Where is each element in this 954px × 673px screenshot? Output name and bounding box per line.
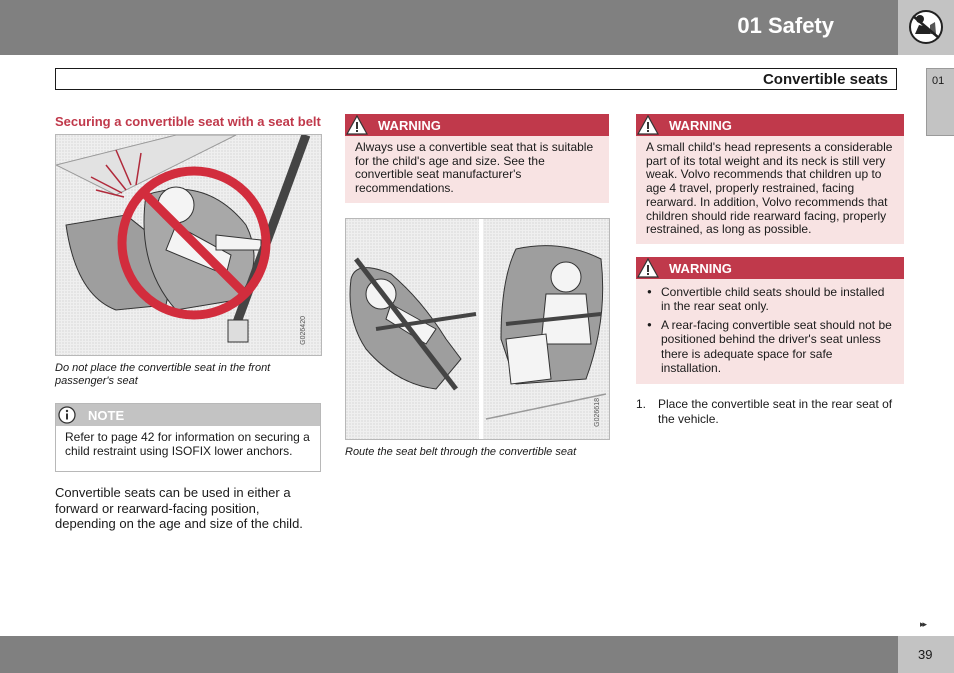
- column-2: [345, 114, 609, 459]
- chapter-header-bar: [0, 0, 898, 55]
- section-title: Convertible seats: [762, 71, 888, 88]
- bullet-item: ● Convertible child seats should be installed in the rear seat only.: [646, 285, 894, 314]
- step-number: 1.: [636, 396, 647, 411]
- chapter-icon-box: [898, 0, 954, 55]
- warning-box: [345, 114, 609, 203]
- warning-triangle-icon: [637, 257, 659, 279]
- child-safety-icon: [898, 0, 954, 55]
- warning-label: WARNING: [669, 118, 732, 133]
- front-seat-prohibited-figure: [55, 134, 322, 356]
- section-heading: Securing a convertible seat with a seat belt: [55, 114, 321, 129]
- page-number-box: [898, 636, 954, 673]
- body-paragraph: Convertible seats can be used in either a forward or rearward-facing position, depending on the age and size of the child.: [55, 485, 303, 531]
- warning-header: [345, 114, 609, 136]
- page-number: 39: [918, 647, 933, 662]
- seat-belt-routing-illustration: [346, 219, 609, 439]
- info-icon: [56, 404, 78, 426]
- prohibited-front-seat-illustration: [56, 135, 321, 355]
- step-item: [636, 397, 904, 427]
- note-header: [56, 404, 320, 426]
- column-1: [55, 114, 321, 532]
- step-text: Place the convertible seat in the rear seat of the vehicle.: [658, 396, 893, 426]
- warning-triangle-icon: [637, 114, 659, 136]
- warning-bullets: [636, 279, 904, 384]
- continue-arrows-icon: ▸▸: [920, 619, 926, 629]
- note-label: NOTE: [88, 408, 125, 423]
- figure-code: G026420: [300, 316, 307, 345]
- chapter-side-tab[interactable]: [926, 68, 954, 136]
- seat-belt-routing-figure: [345, 218, 610, 440]
- warning-header: [636, 257, 904, 279]
- note-box: [55, 403, 321, 472]
- warning-triangle-icon: [346, 114, 368, 136]
- warning-label: WARNING: [669, 260, 732, 276]
- warning-text: A small child's head represents a considerable part of its total weight and its neck is still very weak. Volvo recommends that children up to age 4 travel, properly restrained, facing rearward. In addition, Volvo recommends that children should ride rearward facing, properly restrained, as long as possible.: [636, 136, 904, 244]
- figure-caption: Do not place the convertible seat in the front passenger's seat: [55, 362, 271, 387]
- figure-caption: Route the seat belt through the convertible seat: [345, 445, 577, 458]
- footer-bar: [0, 636, 898, 673]
- note-text: Refer to page 42 for information on securing a child restraint using ISOFIX lower anchors.: [65, 430, 310, 458]
- warning-text: Always use a convertible seat that is suitable for the child's age and size. See the convertible seat manufacturer's recommendations.: [345, 136, 609, 203]
- warning-label: WARNING: [378, 118, 441, 133]
- figure-code: G026618: [594, 398, 601, 427]
- warning-header: [636, 114, 904, 136]
- side-tab-label: 01: [932, 75, 945, 87]
- warning-box: [636, 114, 904, 244]
- chapter-title: 01 Safety: [737, 13, 834, 38]
- section-title-bar: [55, 68, 897, 90]
- column-3: [636, 114, 904, 427]
- bullet-item: ● A rear-facing convertible seat should not be positioned behind the driver's seat unless there is adequate space for safe installation.: [646, 318, 894, 376]
- warning-box: [636, 257, 904, 384]
